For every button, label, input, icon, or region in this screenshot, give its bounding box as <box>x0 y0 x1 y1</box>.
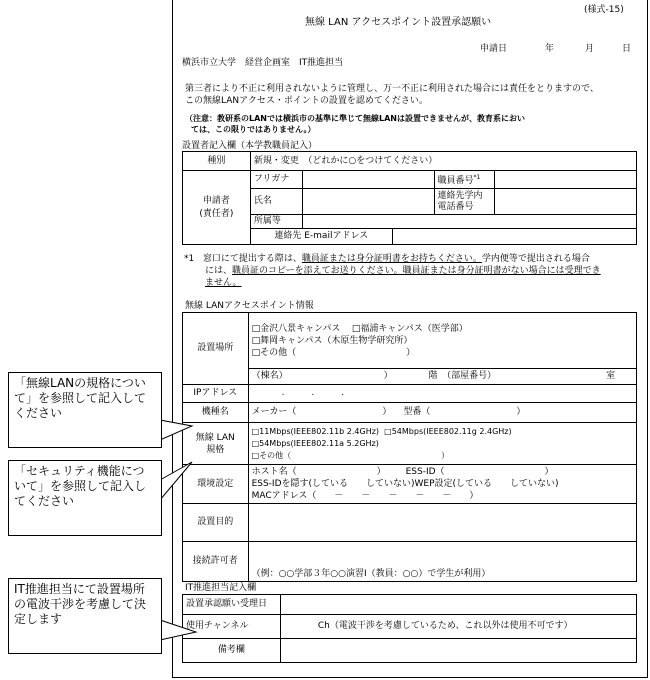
model-close: ） <box>516 407 526 417</box>
standard-label-1: 無線 LAN <box>195 432 235 443</box>
essid-label[interactable]: ESS-ID（ <box>405 467 445 477</box>
essid-hide[interactable]: ESS-IDを隠す(している していない) <box>251 479 415 489</box>
model-label: 機種名 <box>183 403 249 423</box>
type-value[interactable]: 新規・変更 （どれかに○をつけてください） <box>250 152 636 171</box>
campus-other[interactable]: □その他（ <box>251 347 297 358</box>
footnote-line-3: ません。 <box>205 278 242 288</box>
type-label: 種別 <box>183 152 251 171</box>
pledge-line-1: 第三者により不正に利用されないように管理し、万一不正に利用された場合には責任をとりますので、 <box>185 84 599 94</box>
date-label: 申請日 <box>480 44 508 54</box>
callout-pointer-2 <box>160 462 192 500</box>
callout-wireless-standard: 「無線LANの規格について」を参照して記入してください <box>8 372 162 448</box>
campus-kanazawa[interactable]: □金沢八景キャンパス <box>251 323 341 334</box>
floor-label: 階 （部屋番号） <box>428 371 497 381</box>
callout-security: 「セキュリティ機能について」を参照して記入してください <box>8 460 162 536</box>
applicant-section-title: 設置者記入欄（本学教職員記入） <box>182 141 318 151</box>
building-label: （棟名） <box>251 371 288 381</box>
day-label: 日 <box>622 44 632 54</box>
it-section-title: IT推進担当記入欄 <box>185 583 257 593</box>
ext-label-1: 連絡先学内 <box>437 190 483 201</box>
page-title: 無線 LAN アクセスポイント設置承認願い <box>305 17 492 28</box>
applicant-label-1: 申請者 <box>202 195 230 206</box>
location-label: 設置場所 <box>183 313 249 385</box>
pledge-line-2: この無線LANアクセス・ポイントの設置を認めてください。 <box>185 96 428 106</box>
model-no-label: 型番（ <box>403 407 431 417</box>
maker-label: メーカー（ <box>251 407 297 417</box>
users-label: 接続許可者 <box>183 542 249 582</box>
furigana-label: フリガナ <box>250 171 302 189</box>
contact-label: 連絡先 E-mailアドレス <box>250 229 392 245</box>
name-label: 氏名 <box>250 189 302 215</box>
footnote-1c: 学内便等で提出される場合 <box>481 254 590 264</box>
std-11b[interactable]: □11Mbps(IEEE802.11b 2.4GHz) <box>251 426 380 436</box>
footnote-mark: *1 <box>184 254 195 264</box>
host-label[interactable]: ホスト名（ <box>251 467 297 477</box>
std-other[interactable]: □その他（ <box>251 450 292 460</box>
applicant-label-2: (責任者) <box>199 208 234 219</box>
note-line-1: （注意：教研系のLANでは横浜市の基準に準じて無線LANは設置できませんが、教育系におい <box>185 114 525 123</box>
host-close: ） <box>376 467 386 477</box>
campus-other-close: ） <box>406 347 416 358</box>
mac-address[interactable]: MACアドレス（ － － － － － ） <box>251 491 479 501</box>
remarks-label: 備考欄 <box>183 639 281 663</box>
month-label: 月 <box>585 44 595 54</box>
staff-no-mark: *1 <box>473 174 481 181</box>
footnote-1b: 職員証または身分証明書をお持ちください。 <box>301 254 482 264</box>
addressee: 横浜市立大学 経営企画室 IT推進担当 <box>182 58 344 68</box>
ext-label-2: 電話番号 <box>437 201 474 212</box>
channel-label: 使用チャンネル <box>183 615 281 639</box>
std-other-close: ） <box>441 450 450 460</box>
std-11a[interactable]: □54Mbps(IEEE802.11a 5.2GHz) <box>251 438 379 448</box>
receipt-label: 設置承認願い受理日 <box>183 595 281 615</box>
campus-fukuura[interactable]: □福浦キャンパス（医学部） <box>351 323 468 334</box>
purpose-label: 設置目的 <box>183 504 249 542</box>
callout-channel: IT推進担当にて設置場所の電波干渉を考慮して決定します <box>8 578 162 654</box>
form-number: (様式-15) <box>584 5 624 15</box>
footnote-2b: 職員証のコピーを添えてお送りください。職員証または身分証明書がない場合には受理でき <box>232 266 601 276</box>
callout-pointer-1 <box>160 420 192 440</box>
std-11g[interactable]: □54Mbps(IEEE802.11g 2.4GHz) <box>384 426 512 436</box>
note-line-2: ては、この限りではありません。） <box>191 125 316 134</box>
room-label: 室 <box>606 371 616 381</box>
essid-close: ） <box>544 467 554 477</box>
year-label: 年 <box>545 44 555 54</box>
env-label: 環境設定 <box>183 465 249 504</box>
ip-label: IPアドレス <box>183 385 249 403</box>
campus-maioka[interactable]: □舞岡キャンパス（木原生物学研究所） <box>251 335 413 346</box>
maker-close: ） <box>382 407 392 417</box>
building-close: ） <box>383 371 393 381</box>
callout-pointer-3 <box>160 620 196 640</box>
ip-dots: . . . <box>281 388 345 398</box>
standard-label-2: 規格 <box>206 444 225 455</box>
footnote-2a: には、 <box>205 266 233 276</box>
channel-value: Ch（電波干渉を考慮しているため、これ以外は使用不可です） <box>317 621 573 631</box>
users-example: （例：○○学部３年○○演習Ⅰ（教員：○○）で学生が利用） <box>251 569 491 579</box>
footnote-1a: 窓口にて提出する際は、 <box>202 254 302 264</box>
dept-label: 所属等 <box>250 215 302 229</box>
wep-setting[interactable]: WEP設定(している していない) <box>414 479 559 489</box>
staff-no-text: 職員番号 <box>437 176 474 186</box>
ap-section-title: 無線 LANアクセスポイント情報 <box>185 301 314 311</box>
